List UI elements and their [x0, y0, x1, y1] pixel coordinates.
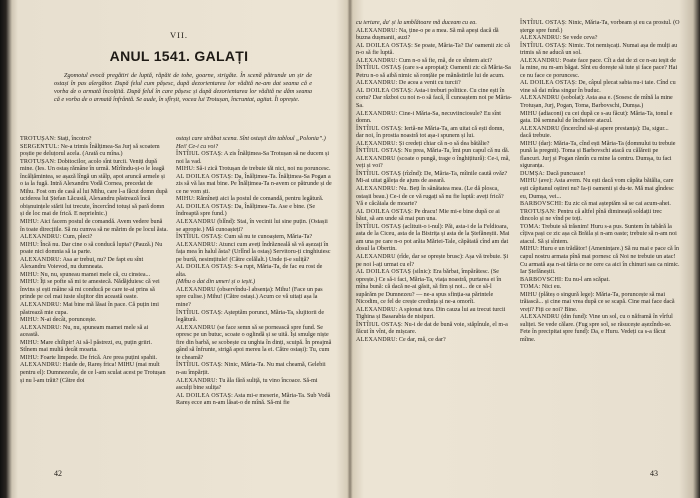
speaker-name: MIHU: [176, 196, 194, 203]
right-column-1: [356, 20, 512, 345]
dialogue-text: : Aici facem postul de comandă. Avem vedere bună în toate direcțiile. Să nu cumva să ne mărim de pe locul ăsta.: [20, 219, 168, 233]
speaker-name: TROTUȘAN: [20, 158, 55, 165]
dialogue-text: cu iertare, da' și la umblătoare mă duceam cu ea.: [356, 20, 477, 26]
dialogue-text: : Ninic, Măria-Ta. Nu mai cheamă, Gelebii n-au împărțit.: [176, 362, 326, 376]
dialogue-line: [20, 159, 168, 219]
speaker-name: MIHU: [520, 291, 538, 298]
dialogue-text: : Ne-a trimis Înălțimea-Sa Jurj să scoatem poștie pe deluțorul acela. (Arată cu mîna.): [20, 143, 160, 158]
dialogue-text: (care s-a apropiat): Oamenii zic că Măria-Sa Petru n-o să aibă nimic să ronțăie pe mănăstirile lui de acum.: [356, 65, 511, 79]
dialogue-text: : Poate face pace. Cît a dat de zi ce n-au ieșit de la mine, nu m-am băgat. Sînt eu dorește să iute și face pace? Hai ce nu face ce poruncesc.: [520, 57, 678, 79]
speaker-name: ALEXANDRU: [176, 286, 216, 293]
speaker-name: MIHU: [20, 271, 38, 278]
dialogue-text: : Ce dar, mă, ce dar?: [395, 336, 446, 343]
speaker-name: ALEXANDRU: [20, 234, 60, 241]
dialogue-line: [520, 43, 680, 58]
speaker-name: ALEXANDRU: [356, 155, 396, 162]
dialogue-line: [356, 156, 512, 171]
speaker-name: ALEXANDRU: [356, 253, 396, 260]
speaker-name: ÎNTÎIUL OSTAȘ: [356, 65, 402, 72]
dialogue-text: (silnic): Era bărbat, împărătesc. (Se oprește.) Ce să-i faci, Măria-Ta, viața noastră, purtarea ei în mîna bună: că dacă ne-ai găsit, să fim și noi... de ce să-l supărăm pe Dumnezeu? — ne-a spus sfinția-sa părintele Nicodim, ce fel de crește credința și ne-a omorît.: [356, 269, 502, 306]
speaker-name: MIHU: [20, 339, 38, 346]
dialogue-line: [176, 151, 332, 166]
speaker-name: TROTUȘAN: [520, 208, 555, 215]
dialogue-line: [176, 242, 332, 265]
dialogue-text: : Cum să nu te cunoaștem, Măria-Ta?: [221, 234, 313, 241]
dialogue-text: : Huru e un trădător! (Amenințare.) Să nu mai e pace că în capul nostru armata pînă mai pornesc că Noi ne trebuie un atac! Cu armată așa n-ai tăria ce ne cere ca aici în chinuri sau ca nimic. Iar Ștefăneștii.: [520, 246, 680, 276]
dialogue-line: [176, 362, 332, 377]
dialogue-text: : Rămîneți aici la postul de comandă, pentru legătură.: [193, 196, 324, 203]
chapter-heading: ANUL 1541. GALAȚI: [109, 48, 249, 64]
dialogue-text: : Iertă-ne Măria-Ta, am uitat că ești domn, dar noi, în prostia noastră tot așa-i spunem și lui.: [356, 125, 505, 140]
speaker-name: TOMA: [520, 223, 539, 230]
dialogue-line: [356, 322, 512, 337]
speaker-name: DUMȘA: [520, 170, 544, 177]
speaker-name: ALEXANDRU: [356, 336, 396, 343]
dialogue-text: (se face semn să se pornească spre fund. Se opresc pe un butuc, scoate o oglindă și se uită. Își smulge niște fire din barbă, se scobește cu unghia în dinți, scuipă. În preajmă gând să înfrunte, strigă apoi mereu la ei. Către ostași): Tu, cum te cheamă?: [176, 324, 332, 361]
speaker-name: ALEXANDRU: [20, 302, 60, 309]
dialogue-text: : De, câpul plecat sabia nu-i taie. Cînd cu vine să dai mîna singur în buduc.: [520, 80, 676, 94]
dialogue-text: (plăteș o singură lege): Măria-Ta, poruncește să mai trăiască... și cine mai vrea după ce se scapă. Cine mai face dacă vreți? Fiți ce noi? Bine.: [520, 291, 675, 313]
dialogue-line: [176, 196, 332, 204]
dialogue-text: : Stați, încotro?: [54, 136, 92, 142]
dialogue-line: [520, 201, 680, 209]
dialogue-line: [520, 292, 680, 315]
speaker-name: ÎNTÎIUL OSTAȘ: [176, 362, 222, 369]
dialogue-line: [20, 317, 168, 325]
speaker-name: ALEXANDRU: [176, 241, 216, 248]
speaker-name: MIHU: [520, 140, 538, 147]
dialogue-line: [176, 204, 332, 219]
dialogue-text: : Nimic. Tot nemișcați. Numai așa de mulți au trimis să ne aducă un sol.: [520, 42, 678, 57]
dialogue-text: (Mihu o dat din umeri și o ieșit.): [176, 279, 256, 286]
dialogue-line: [176, 378, 332, 393]
speaker-name: ALEXANDRU: [356, 57, 396, 64]
speaker-name: AL DOILEA OSTAȘ: [176, 264, 232, 271]
speaker-name: ALEXANDRU: [356, 80, 396, 87]
dialogue-text: : Cum n-o să fie, mă, de ce sîntem aici?: [395, 57, 493, 64]
dialogue-text: : De acea a venit cu turcii?: [395, 80, 461, 87]
dialogue-text: (încercînd să-și apere prestanța): Da, sigur... dacă trebuie.: [520, 125, 669, 140]
dialogue-text: (scoate o pungă, trage o înghițitură): Ce-i, mă, veți și voi?: [356, 155, 510, 170]
dialogue-line: [176, 174, 332, 197]
dialogue-line: [20, 242, 168, 257]
dialogue-text: : Asa ar trebui, nu? De fapt eu sînt Alexandru Voievod, nu dumneata.: [20, 256, 144, 271]
dialogue-line: [356, 186, 512, 209]
speaker-name: AL DOILEA OSTAȘ: [356, 208, 412, 215]
speaker-name: ÎNTÎIUL OSTAȘ: [176, 151, 222, 158]
speaker-name: ALEXANDRU: [176, 324, 216, 331]
dialogue-line: [356, 43, 512, 58]
dialogue-text: : Pentru că altfel pînă dimineață soldații trec dincolo și ne vînd pe toți.: [520, 208, 662, 223]
speaker-name: MIHU: [176, 166, 194, 173]
dialogue-line: [176, 136, 332, 151]
speaker-name: AL DOILEA OSTAȘ: [176, 392, 232, 399]
dialogue-text: : A zis Înălțimea-Sa Trotușan să ne ducem și noi la vad.: [176, 151, 330, 165]
dialogue-line: [520, 95, 680, 110]
dialogue-text: : Nu, nu, spuneau mamei mele că, cu cinstea...: [37, 271, 151, 278]
dialogue-line: [356, 209, 512, 224]
stage-direction-intro: Zgomotul evocă pregătiri de luptă, răpăit de tobe, goarne, strigăte. În scenă pătrunde un șir de ostași în pas alergător. După felul cum pășesc, după dezorientarea lor vădită ne-am dat seama că e vorba de o armată încolțită. După felul în care pășesc și după dezorientarea lor vădită ne dăm seama că e vorba de o armată înfrântă. Se aude, în sfîrșit, vocea lui Trotușan, încruntat, agitat. Îi oprește.: [54, 72, 312, 103]
dialogue-line: [520, 209, 680, 224]
dialogue-text: ostași care străbat scena. Sînt ostașii din tabloul „Polonia”.) Hei! Ce-i cu voi?: [176, 136, 326, 150]
dialogue-text: (observîndu-l absența): Mihu! (Face un pas spre culise.) Mihu! (Către ostași.) Acum ce vă uitați așa la mine?: [176, 286, 323, 309]
dialogue-text: : Ninic, Măria-Ta, vorbeam și eu ca prostul. (O șterge spre fund.): [520, 20, 680, 34]
dialogue-text: : Cum, pleci?: [59, 234, 93, 241]
speaker-name: AL DOILEA OSTAȘ: [176, 173, 232, 180]
dialogue-line: [520, 111, 680, 126]
left-column-1: [20, 136, 168, 385]
speaker-name: BARBOVSCHI: [520, 201, 562, 208]
dialogue-line: [176, 310, 332, 325]
dialogue-text: : Să-i zică Trotușan de trebuie tăi nici, noi nu poruncesc.: [193, 166, 331, 173]
dialogue-text: : Așteptăm porunci, Măria-Ta, slujitorii de legătură.: [176, 309, 325, 324]
speaker-name: ALEXANDRU: [20, 256, 60, 263]
dialogue-text: : Mai bine mă lăsai în pace. Că puțin imi păstrează mie cupa.: [20, 302, 159, 316]
dialogue-text: : Nu-i de dat de bună voie, stăpînule, el m-a făcut în vînt, de mișcare.: [356, 321, 508, 336]
dialogue-text: : N-ai decât, poruncește.: [37, 317, 97, 324]
speaker-name: ÎNTÎIUL OSTAȘ: [520, 20, 566, 26]
dialogue-line: [176, 264, 332, 279]
dialogue-text: (ave): Asta avem. Nu ești dacă vom căpăta bătălia, care ești câpitanul oștirei nu? Ia-ți oamenii și du-te. Mă mai gîndesc eu, Dumșa, vei...: [520, 178, 674, 200]
speaker-name: AL DOILEA OSTAȘ: [520, 80, 576, 87]
dialogue-line: [20, 257, 168, 272]
dialogue-text: (rîzînd): De, Măria-Ta, mîinile caută ovăz? Mi-ai uitat găleța de ajuns de aseară.: [356, 170, 508, 185]
dialogue-line: [520, 314, 680, 344]
dialogue-text: (rîde, dar se oprește brusc): Așa vă trebuie. Și pe noi l-ați urmat cu el?: [356, 253, 509, 268]
speaker-name: SERGENTUL: [20, 143, 58, 150]
dialogue-line: [176, 393, 332, 408]
dialogue-line: [176, 219, 332, 234]
dialogue-text: : Da, Înălțimea-Ta. Ase e bine. (Se îndreaptă spre fund.): [176, 203, 316, 218]
dialogue-text: : Tu ăla fără suliță, tu vino încoace. Să-mi asculți bine sulița?: [176, 377, 318, 392]
dialogue-text: : Nu. Beți în sănătatea mea. (Le dă plosca, ostașii beau.) Ce-i de ce vă rugați să nu fie luptă: aveți frică? Vă e căcăiala de moarte?: [356, 186, 504, 208]
dialogue-text: (din fund): Vine un sol, cu o năframă în vîrful suliței. Se vede călare. (Fug spre sol, se răsucește așezîndu-se. Fete în precipitat spre fund): Da, e Huru. Vedeți ca s-a făcut mîine.: [520, 314, 673, 343]
dialogue-text: : Foarte limpede. De frică. Are prea puțini spahii.: [37, 354, 158, 361]
dialogue-line: [176, 234, 332, 242]
speaker-name: TROTUȘAN: [20, 136, 55, 142]
dialogue-text: (aclituit-o i-nul): Păi, asta-i de la Feldioara, asta de la Ciceu, asta de la Bistrița și asta de la Ștefăneștii. Mai am una pe care n-o pot arăta Măriei-Tale, căpătată cînd am dat dosul la Obertin.: [356, 223, 510, 253]
dialogue-text: : Și credeți chiar că n-o să dea bătălie?: [395, 140, 490, 147]
dialogue-line: [520, 246, 680, 276]
dialogue-line: [356, 337, 512, 345]
dialogue-line: [176, 287, 332, 310]
speaker-name: ALEXANDRU: [520, 57, 560, 64]
speaker-name: MIHU: [520, 178, 538, 185]
speaker-name: ALEXANDRU: [176, 219, 216, 226]
speaker-name: ALEXANDRU: [20, 324, 60, 331]
dialogue-text: : Nu, nu, spuneam mamei mele să ai această.: [20, 324, 149, 339]
dialogue-line: [176, 279, 332, 287]
dialogue-text: : Asta mi-e meserie, Măria-Ta. Sub Vodă Rareș ecce am n-am lăsat-o de mînă. Să-mi fie: [176, 392, 331, 407]
dialogue-text: : Asta-i treburi politice. Cu cine ești în cortu? Dar război cu noi n-o să facă, îl cunoaștem noi pe Măria-Sa.: [356, 87, 512, 110]
page-number-left: 42: [54, 469, 62, 478]
dialogue-line: [356, 65, 512, 80]
dialogue-line: [176, 166, 332, 174]
speaker-name: ALEXANDRU: [356, 140, 396, 147]
dialogue-line: [356, 126, 512, 141]
dialogue-text: (blînd): Stai, în vecinii lui sine puțin. (Ostașii se apropie.) Mă cunoașteți?: [176, 219, 328, 233]
dialogue-text: : Se poate, Măria-Ta? Da' oamenii zic că n-o să fie luptă.: [356, 42, 510, 57]
dialogue-line: [356, 111, 512, 126]
speaker-name: ÎNTÎIUL OSTAȘ: [356, 170, 402, 177]
speaker-name: ÎNTÎIUL OSTAȘ: [356, 321, 402, 328]
dialogue-text: : Na, ține-o pe a mea. Să mă apeși dacă dă buzna dușmanii, auzi?: [356, 27, 499, 42]
speaker-name: MIHU: [20, 354, 38, 361]
dialogue-text: : Îți se pofte să mi te amestecă. Nădăjduiesc că vei învins și ești mâine să mi conducă pe care te-ai prins să prinde pe cel mai iuste slujitor din această oaste.: [20, 279, 160, 301]
dialogue-text: : Nu prea, Măria-Ta, îmi pun capul că nu dă.: [401, 148, 510, 155]
dialogue-text: : Atunci cum aveți îndrăzneală să vă așezați în fața mea în halul ăsta? (Urlînd la ostaș) Servitoru-ți cinghiuiesc pe burtă, nesimțitule! (Către celălalt.) Unde ți-e suliță?: [176, 241, 331, 263]
dialogue-line: [356, 254, 512, 269]
left-column-2: [176, 136, 332, 408]
speaker-name: TOMA: [520, 284, 539, 291]
speaker-name: ÎNTÎIUL OSTAȘ: [176, 234, 222, 241]
dialogue-text: : Haide de, Rareș frica! MIHU (mai mult pentru el): Dumnezeule, de ce l-am sculat acest pe Trotușan și nu l-am trăit? (Către doi: [20, 362, 166, 384]
speaker-name: ALEXANDRU: [356, 27, 396, 34]
dialogue-line: [176, 325, 332, 363]
dialogue-text: : Se vede ceva?: [559, 35, 598, 42]
dialogue-text: : Trebuie să trăsnim! Huru s-a pus. Suntem în tabără la cîțiva pași ce zic așa că Brăila și n-am oaste; trebuie să n-am noi atacul. Să și sîntem.: [520, 223, 677, 245]
dialogue-line: [356, 224, 512, 254]
dialogue-line: [520, 126, 680, 141]
dialogue-line: [356, 307, 512, 322]
dialogue-text: : Dacă puncuace!: [543, 170, 586, 177]
dialogue-line: [20, 340, 168, 355]
dialogue-line: [20, 279, 168, 302]
dialogue-line: [356, 28, 512, 43]
speaker-name: AL DOILEA OSTAȘ: [356, 269, 412, 276]
speaker-name: ALEXANDRU: [520, 125, 560, 132]
dialogue-line: [520, 58, 680, 81]
dialogue-line: [520, 224, 680, 247]
dialogue-text: : S-a rupt, Măria-Ta, de fac eu rost de alta.: [176, 264, 323, 278]
speaker-name: ALEXANDRU: [520, 35, 560, 42]
dialogue-line: [356, 269, 512, 307]
dialogue-line: [20, 234, 168, 242]
dialogue-text: : Încă nu. Dar cine o să conducă lupta? (Pauză.) Nu poate nici domnia să ia parte.: [20, 241, 163, 256]
dialogue-line: [520, 277, 680, 285]
speaker-name: AL DOILEA OSTAȘ: [356, 42, 412, 49]
dialogue-line: [520, 35, 680, 43]
speaker-name: ALEXANDRU: [356, 110, 396, 117]
dialogue-text: : Eu nu-l am scăpat.: [561, 276, 610, 283]
speaker-name: ÎNTÎIUL OSTAȘ: [520, 42, 566, 49]
speaker-name: ALEXANDRU: [356, 306, 396, 313]
speaker-name: ALEXANDRU: [176, 377, 216, 384]
dialogue-line: [20, 219, 168, 234]
dialogue-line: [520, 80, 680, 95]
dialogue-text: : Eu zic că mai așteptăm să se cai acum-ahei.: [561, 201, 671, 208]
dialogue-text: : Nici eu.: [538, 284, 562, 291]
speaker-name: MIHU: [520, 246, 538, 253]
dialogue-line: [520, 284, 680, 292]
dialogue-text: : Pe dracu! Mie mi-e bine după ce ai băut, să am unde să mai pun una.: [356, 208, 500, 223]
speaker-name: MIHU: [20, 219, 38, 226]
page-number-right: 43: [650, 469, 658, 478]
speaker-name: ALEXANDRU: [520, 95, 560, 102]
speaker-name: MIHU: [20, 241, 38, 248]
dialogue-line: [20, 362, 168, 385]
dialogue-line: [356, 88, 512, 111]
speaker-name: ÎNTÎIUL OSTAȘ: [356, 223, 402, 230]
speaker-name: ALEXANDRU: [520, 314, 560, 321]
speaker-name: ALEXANDRU: [20, 362, 60, 369]
dialogue-line: [520, 20, 680, 35]
chapter-label: VII.: [170, 30, 188, 40]
speaker-name: MIHU: [20, 317, 38, 324]
speaker-name: MIHU: [20, 279, 38, 286]
dialogue-text: : A spionat tura. Din cauza lui au trecut turcii Tighina și Basarabia de nisipuri.: [356, 306, 506, 321]
right-page: [352, 0, 688, 498]
dialogue-line: [20, 325, 168, 340]
dialogue-line: [356, 148, 512, 156]
dialogue-text: : Dobitocilor, acolo sînt turcii. Veniți după mine. (Ies. Un ostaș rămâne în urmă. Mîrîindu-și-o le leagă încălțămintea, se așază lîngă un stâlp, apoi aruncă armele și o ia la fugă. Intră Alexandru Vodă Cornea, precedat de Mihu. Fost om de casă al lui Mihu, care l-a făcut domn după uciderea lui Ștefan Lăcustă, Alexandru păstrează încă obișnuințele stării lui trecute, încercînd totuși să pară domn și de loc mai de frică. E neprielnic.): [20, 158, 168, 218]
left-page: [14, 0, 344, 498]
speaker-name: ÎNTÎIUL OSTAȘ: [176, 309, 222, 316]
dialogue-text: : Cine-i Măria-Sa, necuviinciosule? Eu sînt domn.: [356, 110, 501, 125]
speaker-name: MIHU: [520, 110, 538, 117]
speaker-name: AL DOILEA OSTAȘ: [356, 87, 412, 94]
dialogue-text: (adiaconi) cu cei după ce s-au făcut): Măria-Ta, tonul e gata. Dă semnalul de încheiere atacul.: [520, 110, 673, 125]
speaker-name: ÎNTÎIUL OSTAȘ: [356, 148, 402, 155]
dialogue-text: (sobolat): Asta asa e. (Sosesc de mînă la mine Trotușan, Jurj, Pogan, Toma, Barbovschi, Dumșa.): [520, 95, 673, 110]
right-column-2: [520, 20, 680, 345]
dialogue-text: : Mare chilipir! Ai să-l păstrezi, eu, puțin griiri. Stînem mai multă decât moarta.: [20, 339, 152, 354]
dialogue-line: [20, 136, 168, 144]
speaker-name: BARBOVSCHI: [520, 276, 562, 283]
dialogue-line: [20, 144, 168, 159]
dialogue-line: [20, 302, 168, 317]
speaker-name: ALEXANDRU: [356, 186, 396, 193]
dialogue-line: [356, 171, 512, 186]
dialogue-line: [520, 141, 680, 171]
dialogue-text: : Da, Înălțimea-Ta. Înălțimea-Sa Pogan a zis să vă las mai bine. Pe Înălțimea-Ta n-avem ce pătrunde și de ce ne vom ști.: [176, 173, 332, 195]
speaker-name: AL DOILEA OSTAȘ: [176, 203, 232, 210]
dialogue-text: (dar): Măria-Ta, cînd ești Măria-Ta (domnului tu trebuie pună la pregnit). Toma și Barbovschi atacă cu călăreii pe flancuri. Jurj și Pogan rămîn cu mine la centru. Dumșa, tu faci siguranța.: [520, 140, 676, 170]
dialogue-line: [356, 80, 512, 88]
dialogue-line: [356, 20, 512, 28]
speaker-name: ÎNTÎIUL OSTAȘ: [356, 125, 402, 132]
dialogue-line: [520, 178, 680, 201]
